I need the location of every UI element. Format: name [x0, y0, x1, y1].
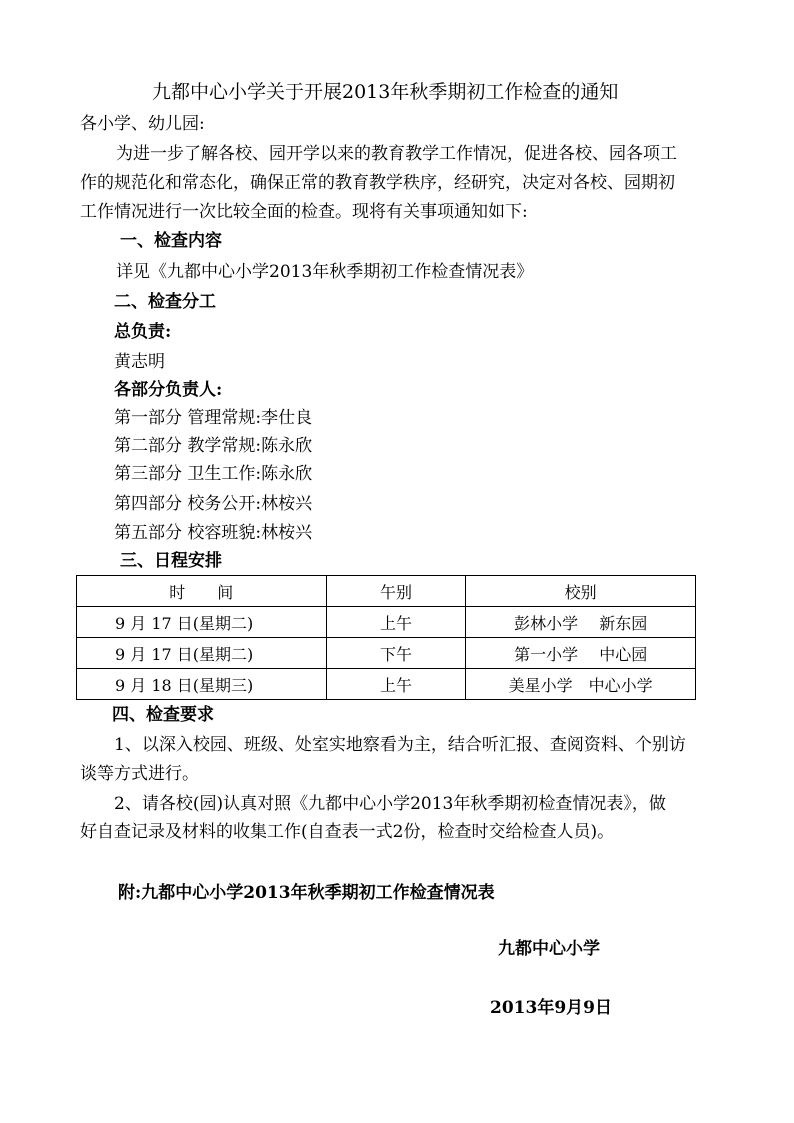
section-heading-content: 一、检查内容	[120, 231, 222, 251]
section-heading-requirements: 四、检查要求	[112, 705, 214, 725]
section-content-text: 详见《九都中心小学2013年秋季期初工作检查情况表》	[116, 262, 534, 282]
part-assignment: 第三部分 卫生工作:陈永欣	[114, 464, 313, 484]
cell-time: 9 月 17 日(星期二)	[77, 607, 327, 638]
section-heading-division: 二、检查分工	[114, 292, 216, 312]
schedule-table	[76, 575, 696, 700]
intro-line: 作的规范化和常态化，确保正常的教育教学秩序，经研究，决定对各校、园期初	[80, 173, 675, 193]
cell-time: 9 月 17 日(星期二)	[77, 638, 327, 669]
header-school: 校别	[466, 576, 696, 607]
part-assignment: 第二部分 教学常规:陈永欣	[114, 436, 313, 456]
header-period: 午别	[326, 576, 466, 607]
date: 2013年9月9日	[490, 998, 612, 1018]
cell-period: 上午	[326, 669, 466, 700]
cell-school: 第一小学 中心园	[466, 638, 696, 669]
parts-label: 各部分负责人:	[114, 380, 223, 400]
requirement-line: 1、以深入校园、班级、处室实地察看为主，结合听汇报、查阅资料、个别访	[114, 735, 686, 755]
part-assignment: 第四部分 校务公开:林桉兴	[114, 494, 313, 514]
table-row	[77, 638, 696, 669]
cell-school: 美星小学 中心小学	[466, 669, 696, 700]
table-header-row	[77, 576, 696, 607]
requirement-line: 2、请各校(园)认真对照《九都中心小学2013年秋季期初检查情况表》，做	[114, 794, 666, 814]
signature: 九都中心小学	[498, 939, 600, 959]
cell-period: 下午	[326, 638, 466, 669]
intro-line: 工作情况进行一次比较全面的检查。现将有关事项通知如下:	[80, 202, 528, 222]
section-heading-schedule: 三、日程安排	[120, 551, 222, 571]
table-row	[77, 669, 696, 700]
part-assignment: 第五部分 校容班貌:林桉兴	[114, 523, 313, 543]
header-time: 时 间	[77, 576, 327, 607]
cell-time: 9 月 18 日(星期三)	[77, 669, 327, 700]
document-title: 九都中心小学关于开展2013年秋季期初工作检查的通知	[152, 81, 619, 103]
salutation: 各小学、幼儿园:	[80, 114, 205, 134]
attachment-note: 附:九都中心小学2013年秋季期初工作检查情况表	[118, 883, 495, 903]
cell-period: 上午	[326, 607, 466, 638]
table-row	[77, 607, 696, 638]
requirement-line: 好自查记录及材料的收集工作(自查表一式2份，检查时交给检查人员)。	[80, 822, 615, 842]
cell-school: 彭林小学 新东园	[466, 607, 696, 638]
intro-line: 为进一步了解各校、园开学以来的教育教学工作情况，促进各校、园各项工	[116, 144, 677, 164]
overall-label: 总负责:	[114, 322, 172, 342]
part-assignment: 第一部分 管理常规:李仕良	[114, 408, 313, 428]
requirement-line: 谈等方式进行。	[80, 764, 199, 784]
overall-name: 黄志明	[114, 352, 165, 372]
